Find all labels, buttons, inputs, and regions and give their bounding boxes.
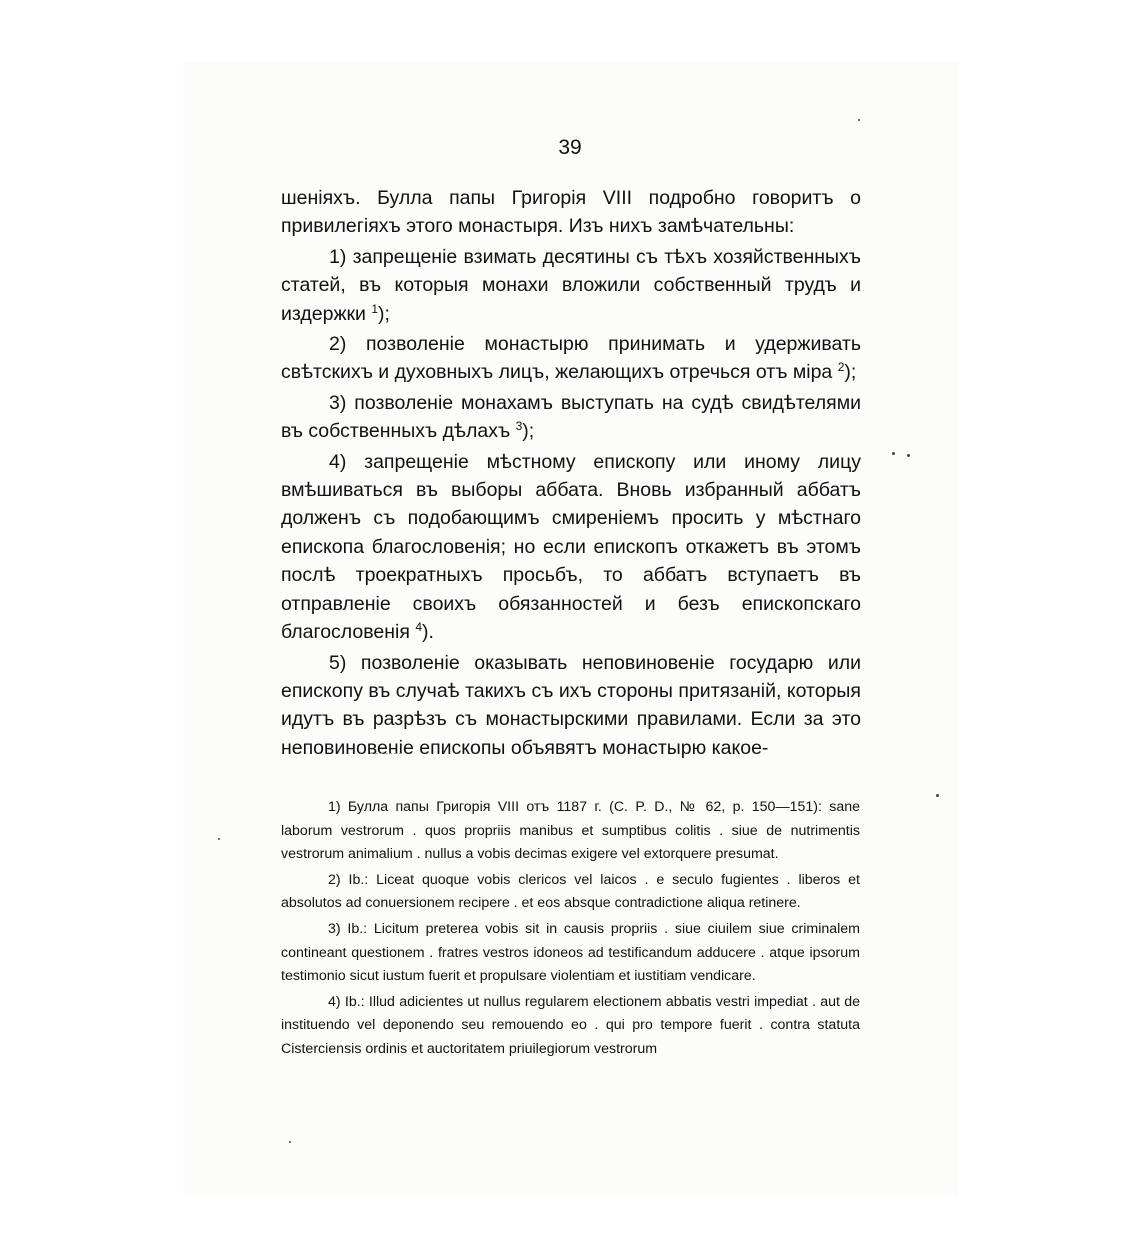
footnote-ref: 1 — [371, 301, 379, 316]
footnote-separator — [370, 753, 402, 754]
footnotes — [281, 796, 860, 1064]
scan-speck — [218, 838, 220, 840]
item-tail: ); — [844, 361, 857, 384]
privilege-item-text: 4) запрещеніе мѣстному епископу или иному лицу вмѣшиваться въ выборы аббата. Вновь избранный аббатъ долженъ съ подобающимъ смиреніемъ просить у мѣстнаго епископа благословенія; но если епископъ откажетъ въ этомъ послѣ троекратныхъ просьбъ, то аббатъ вступаетъ въ отправленіе своихъ обязанностей и безъ епископскаго благословенія — [281, 450, 861, 644]
footnote-2: 2) Ib.: Liceat quoque vobis clericos vel laicos . e seculo fugientes . liberos et absolutos ad conuersionem recipere . et eos absque contradictione aliqua retinere. — [281, 871, 860, 912]
privilege-item-text: 3) позволеніе монахамъ выступать на судѣ свидѣтелями въ собственныхъ дѣлахъ — [281, 391, 861, 443]
privilege-item-5: 5) позволеніе оказывать неповиновеніе государю или епископу въ случаѣ такихъ съ ихъ стороны притязаній, которыя идутъ въ разрѣзъ съ монастырскими правилами. Если за это неповиновеніе епископы объявятъ монастырю какое- — [281, 651, 861, 759]
footnote-ref: 3 — [515, 419, 523, 434]
privilege-item-3 — [281, 389, 861, 446]
footnote-3: 3) Ib.: Licitum preterea vobis sit in causis propriis . siue ciuilem siue criminalem contineant questionem . fratres vestros idoneos ad testificandum adducere . atque ipsorum testimonio sicut iustum fuerit et propulsare violentiam et iustitiam vendicare. — [281, 920, 860, 985]
privilege-item-1 — [281, 243, 861, 328]
main-text — [281, 184, 861, 764]
privilege-item-4 — [281, 448, 861, 647]
scan-speck — [936, 794, 939, 797]
privilege-item-2 — [281, 330, 861, 387]
item-tail: ); — [378, 302, 390, 325]
footnote-4: 4) Ib.: Illud adicientes ut nullus regularem electionem abbatis vestri impediat . aut de instituendo vel deponendo seu remouendo eo . qui pro tempore fuerit . contra statuta Cisterciensis ordinis et auctoritatem priuilegiorum vestrorum — [281, 993, 860, 1057]
footnote-ref: 2 — [837, 360, 845, 375]
scan-speck — [907, 454, 910, 457]
scan-speck — [858, 119, 860, 121]
scan-speck — [289, 1141, 291, 1143]
item-tail: ); — [522, 420, 535, 443]
privilege-item-text: 2) позволеніе монастырю принимать и удерживать свѣтскихъ и духовныхъ лицъ, желающихъ отречься отъ міра — [281, 333, 861, 384]
footnote-1: 1) Булла папы Григорія VIII отъ 1187 г. (С. P. D., № 62, p. 150—151): sane laborum vestrorum . quos propriis manibus et sumptibus colitis . siue de nutrimentis vestrorum animalium . nullus a vobis decimas exigere vel extorquere presumat. — [281, 799, 860, 863]
footnote-ref: 4 — [415, 620, 422, 635]
item-tail: ). — [422, 621, 434, 644]
privilege-item-text: 1) запрещеніе взимать десятины съ тѣхъ хозяйственныхъ статей, въ которыя монахи вложили собственный трудъ и издержки — [281, 245, 861, 325]
page-number: 39 — [558, 136, 582, 159]
scan-speck — [892, 452, 895, 455]
body-paragraph: шеніяхъ. Булла папы Григорія VIII подробно говоритъ о привилегіяхъ этого монастыря. Изъ нихъ замѣчательны: — [281, 187, 861, 238]
